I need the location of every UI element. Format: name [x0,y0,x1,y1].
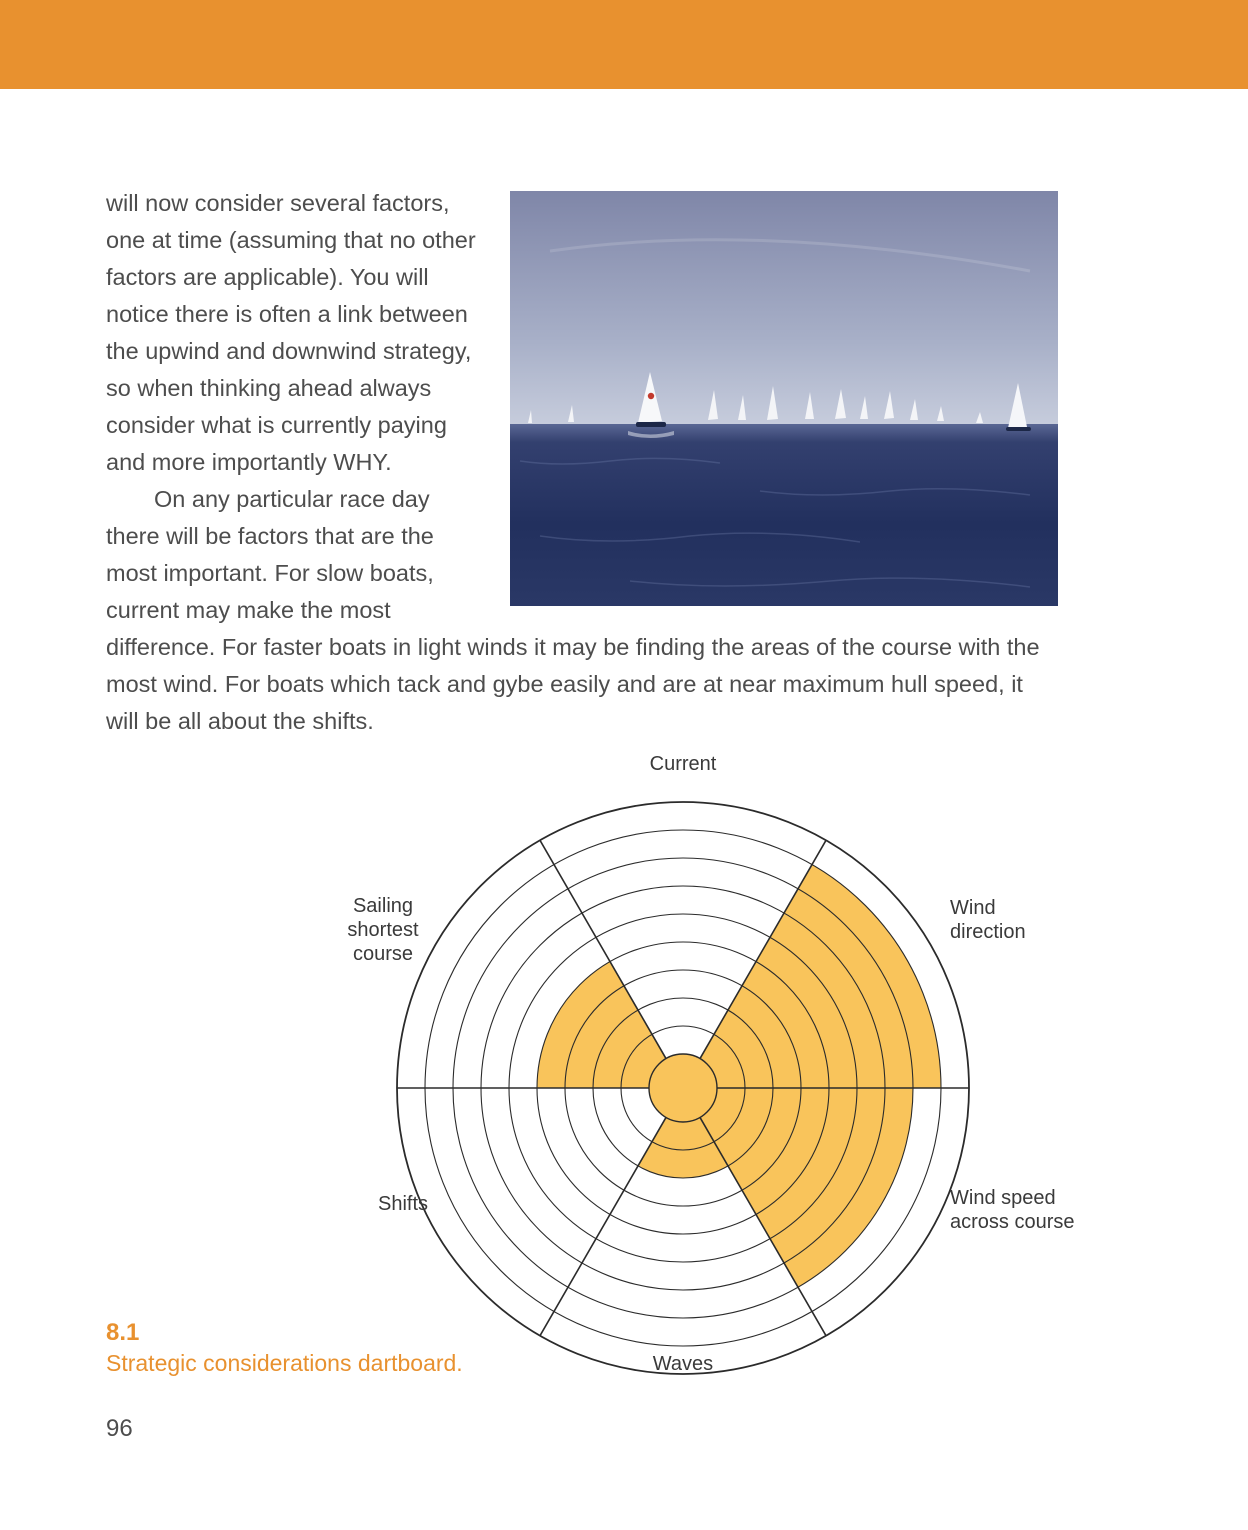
figure-caption-text: Strategic considerations dartboard. [106,1350,463,1376]
label-current: Current [649,753,717,775]
label-waves: Waves [652,1353,714,1375]
figure-caption [106,1318,466,1378]
dartboard-figure [106,746,1146,1411]
paragraph-2: On any particular race day there will be factors that are the most important. For slow boats, current may make the most difference. For faster boats in light winds it may be finding the areas of the course with the most wind. For boats which tack and gybe easily and are at near maximum hull speed, it will be all about the shifts. [106,486,1040,734]
header-bar [0,0,1248,89]
page-content [106,89,1146,1411]
label-sailing-shortest-course: Sailing shortest course [347,895,419,965]
label-wind-direction: Wind direction [950,897,1026,943]
body-text [106,185,1058,740]
paragraph-1: will now consider several factors, one at time (assuming that no other factors are applicable). You will notice there is often a link between the upwind and downwind strategy, so when thinking ahead always consider what is currently paying and more importantly WHY. [106,190,476,475]
label-shifts: Shifts [377,1193,429,1215]
label-wind-speed-across-course: Wind speed across course [950,1187,1075,1233]
figure-number: 8.1 [106,1319,140,1346]
fleet-photo-image [510,191,1058,606]
dartboard-diagram [373,778,993,1398]
fleet-photo [510,191,1058,606]
page-number: 96 [106,1415,133,1442]
